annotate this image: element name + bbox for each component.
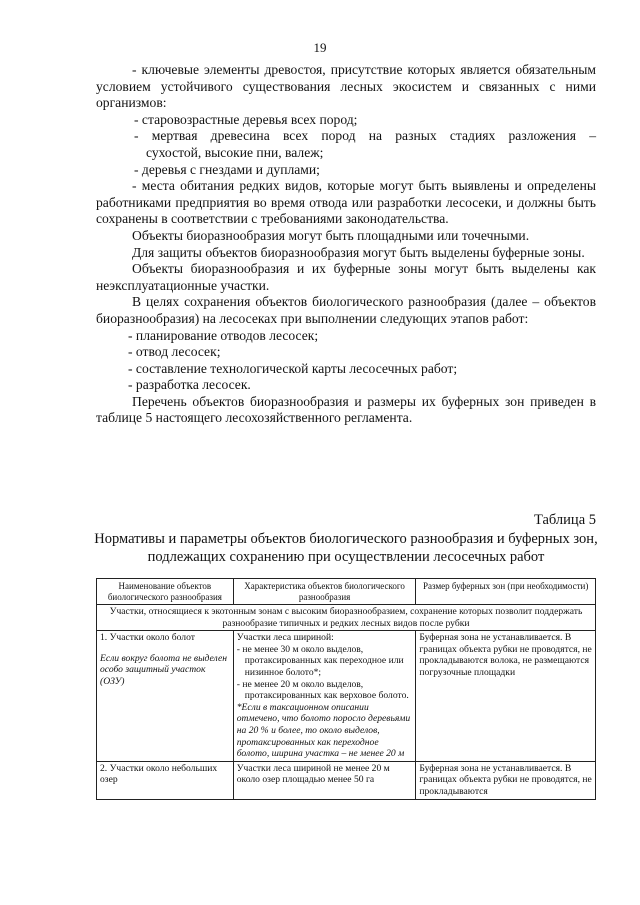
object-note: Если вокруг болота не выделен особо защитный участок (ОЗУ)	[100, 652, 227, 687]
list-item-continuation: сухостой, высокие пни, валеж;	[146, 144, 324, 160]
paragraph-object-types: Объекты биоразнообразия могут быть площадными или точечными.	[132, 227, 530, 243]
paragraph-key-elements: - ключевые элементы древостоя, присутствие которых является обязательным условием устойчивого существования лесных экосистем и связанных с ними организмов:	[96, 62, 596, 111]
table-title: Нормативы и параметры объектов биологического разнообразия и буферных зон, подлежащих сохранению при осуществлении лесосечных работ	[94, 531, 598, 565]
page-number: 19	[313, 40, 327, 55]
object-name: 1. Участки около болот	[100, 632, 195, 644]
stage-item: - отвод лесосек;	[128, 344, 221, 360]
table-section-row	[97, 605, 596, 631]
table-number: Таблица 5	[533, 512, 596, 528]
stage-item: - разработка лесосек.	[128, 377, 251, 393]
cell-name	[97, 631, 234, 762]
biodiversity-table	[96, 578, 596, 800]
paragraph-buffer-zones: Для защиты объектов биоразнообразия могут быть выделены буферные зоны.	[132, 244, 585, 260]
paragraph-stages-intro: В целях сохранения объектов биологического разнообразия (далее – объектов биоразнообразия) на лесосеках при выполнении следующих этапов работ:	[96, 294, 596, 326]
table-row	[97, 631, 596, 762]
list-item: - мертвая древесина всех пород на разных стадиях разложения –	[134, 128, 596, 144]
paragraph-table-reference: Перечень объектов биоразнообразия и размеры их буферных зон приведен в таблице 5 настоящего лесохозяйственного регламента.	[96, 393, 596, 426]
header-characteristics: Характеристика объектов биологического разнообразия	[233, 579, 416, 605]
cell-characteristics	[233, 631, 416, 762]
stage-item: - планирование отводов лесосек;	[128, 327, 319, 343]
cell-buffer: Буферная зона не устанавливается. В границах объекта рубки не проводятся, не прокладываются	[416, 761, 596, 799]
char-item: - не менее 20 м около выделов, протаксированных как верховое болото.	[236, 678, 409, 702]
body-text	[96, 62, 596, 427]
paragraph-rare-species: - места обитания редких видов, которые могут быть выявлены и определены работниками предприятия во время отвода или разработки лесосеки, и должны быть сохранены в соответствии с требованиями законодательства.	[96, 178, 596, 227]
list-item: - деревья с гнездами и дуплами;	[134, 161, 320, 177]
section-ecotone: Участки, относящиеся к экотонным зонам с высоким биоразнообразием, сохранение которых позволит поддержать разнообразие типичных и редких лесных видов после рубки	[97, 605, 596, 631]
paragraph-non-operational: Объекты биоразнообразия и их буферные зоны могут быть выделены как неэксплуатационные участки.	[96, 261, 596, 293]
cell-characteristics: Участки леса шириной не менее 20 м около озер площадью менее 50 га	[233, 761, 416, 799]
char-note: *Если в таксационном описании отмечено, что болото поросло деревьями на 20 % и более, то около выделов, протаксированных как переходное болото, ширина участка – не менее 20 м	[236, 701, 411, 760]
char-intro: Участки леса шириной:	[236, 632, 334, 644]
header-name: Наименование объектов биологического разнообразия	[97, 579, 234, 605]
char-item: - не менее 30 м около выделов, протаксированных как переходное или низинное болото*;	[236, 643, 404, 678]
cell-name: 2. Участки около небольших озер	[97, 761, 234, 799]
header-buffer-size: Размер буферных зон (при необходимости)	[416, 579, 596, 605]
table-header-row	[97, 579, 596, 605]
table-row	[97, 761, 596, 799]
stage-item: - составление технологической карты лесосечных работ;	[128, 360, 458, 376]
list-item: - старовозрастные деревья всех пород;	[134, 111, 358, 127]
cell-buffer: Буферная зона не устанавливается. В границах объекта рубки не проводятся, не прокладываются волока, не размещаются погрузочные площадки	[416, 631, 596, 762]
